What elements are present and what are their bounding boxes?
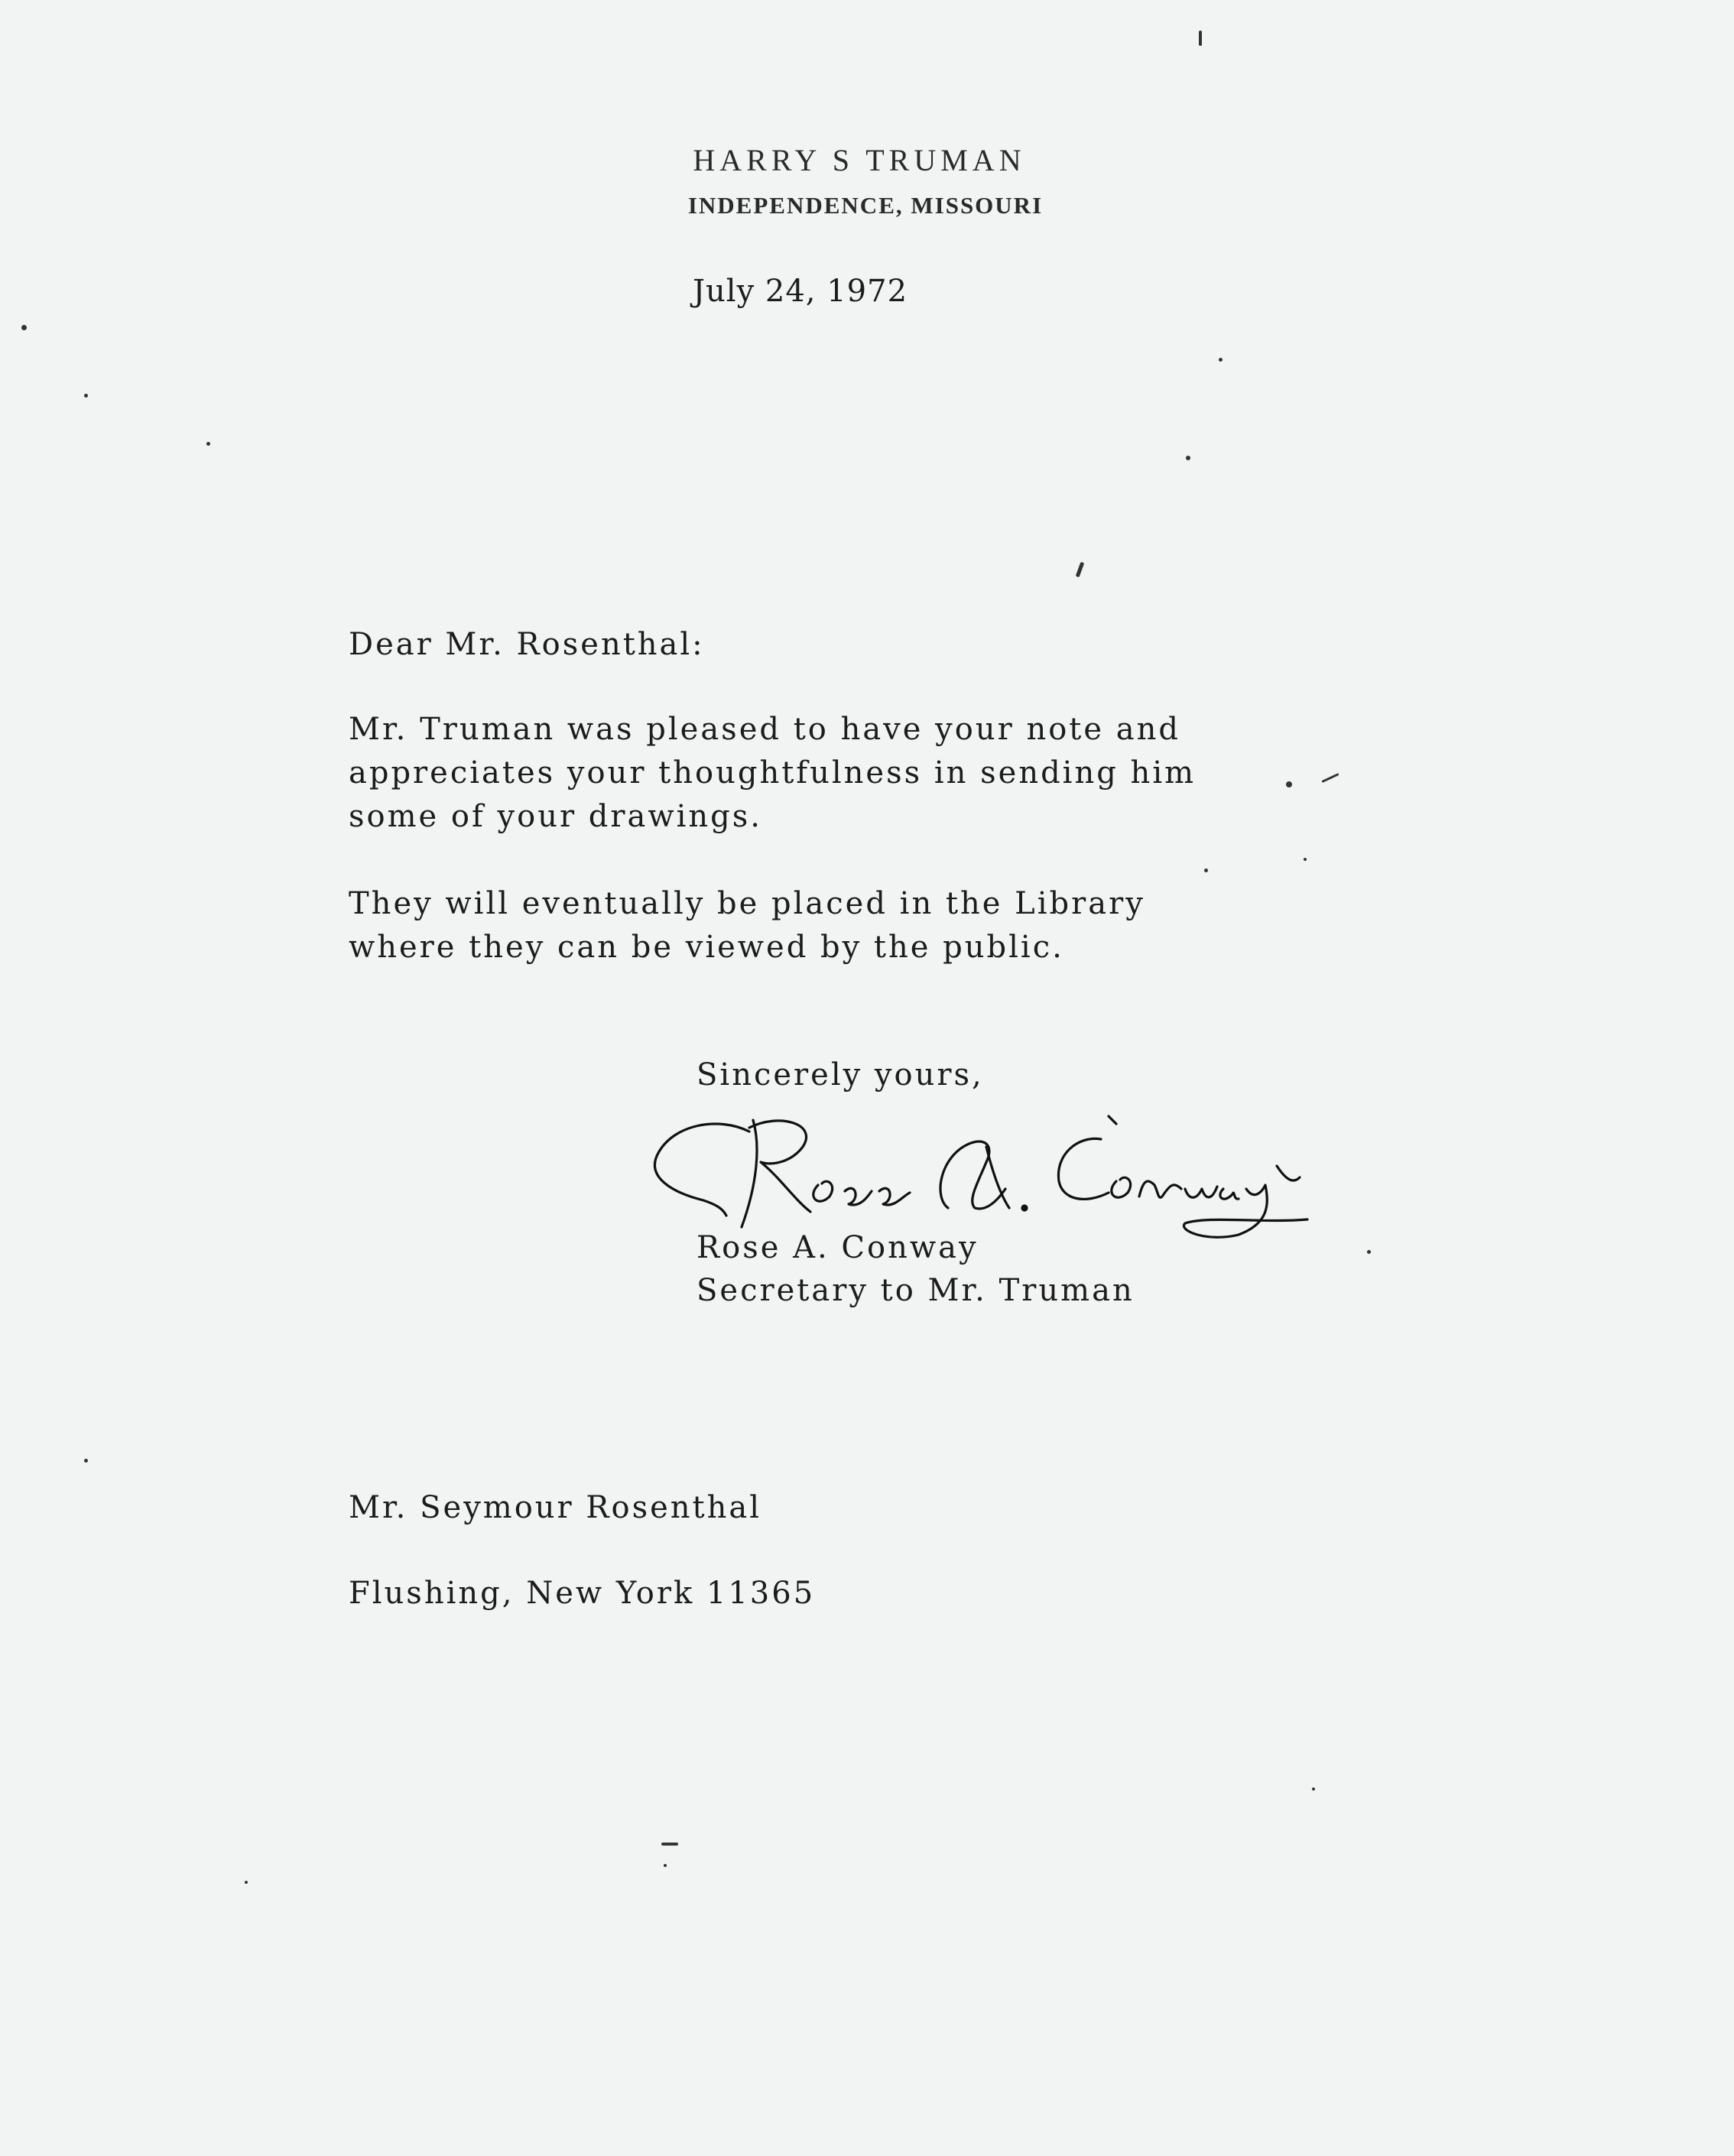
signer-name: Rose A. Conway	[697, 1230, 979, 1265]
body-line: Mr. Truman was pleased to have your note and	[349, 712, 1180, 747]
handwritten-signature	[627, 1093, 1391, 1246]
dust-speck	[1199, 31, 1202, 46]
signer-block	[697, 1226, 1135, 1312]
dust-speck	[84, 394, 88, 398]
dust-speck	[1076, 562, 1085, 578]
closing: Sincerely yours,	[697, 1057, 984, 1093]
dust-speck	[84, 1459, 88, 1463]
dust-speck	[664, 1864, 667, 1867]
dust-speck	[1321, 773, 1339, 783]
recipient-name: Mr. Seymour Rosenthal	[349, 1490, 762, 1525]
dust-speck	[661, 1843, 678, 1846]
dust-speck	[1204, 869, 1208, 872]
letterhead-place: INDEPENDENCE, MISSOURI	[687, 192, 1044, 219]
letterhead-name: HARRY S TRUMAN	[693, 143, 1026, 177]
body-line: where they can be viewed by the public.	[349, 930, 1064, 965]
salutation: Dear Mr. Rosenthal:	[349, 627, 705, 662]
body-line: some of your drawings.	[349, 799, 763, 834]
dust-speck	[245, 1881, 248, 1884]
dust-speck	[1367, 1250, 1371, 1254]
dust-speck	[1186, 456, 1190, 460]
dust-speck	[1219, 358, 1223, 362]
signer-title: Secretary to Mr. Truman	[697, 1273, 1135, 1308]
body-line: appreciates your thoughtfulness in sending him	[349, 755, 1197, 791]
body-paragraph-1	[349, 708, 1196, 839]
dust-speck	[21, 325, 27, 330]
letter-date: July 24, 1972	[693, 274, 908, 309]
dust-speck	[1312, 1787, 1315, 1791]
dust-speck	[1304, 858, 1307, 861]
body-line: They will eventually be placed in the Library	[349, 886, 1145, 921]
dust-speck	[1286, 781, 1292, 787]
recipient-city: Flushing, New York 11365	[349, 1576, 816, 1611]
dust-speck	[206, 442, 210, 446]
body-paragraph-2	[349, 882, 1145, 969]
